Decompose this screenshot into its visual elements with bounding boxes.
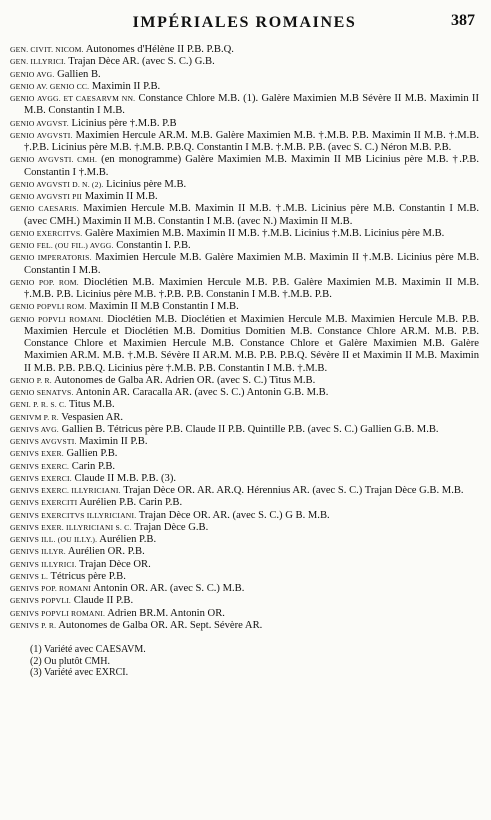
entry-text: Titus M.B. xyxy=(68,399,115,411)
footnote: (3) Variété avec EXRCI. xyxy=(30,667,129,678)
coin-legend: GENIVS EXERC. xyxy=(10,461,70,471)
coin-legend: GENIO AV. GENIO CC. xyxy=(10,81,90,91)
coin-legend: GENIO POP. ROM. xyxy=(10,277,79,287)
entry-text: Galère Maximien M.B. Maximin II M.B. †.M.B. Licinius †.M.B. Licinius père M.B. xyxy=(85,227,445,239)
coin-legend: GENIO AVGVST. xyxy=(10,118,69,128)
coin-legend: GENIVM P. R. xyxy=(10,412,59,422)
entry-text: Gallien B. Tétricus père P.B. Claude II P.B. Quintille P.B. (avec S. C.) Gallien G.B. M.B. xyxy=(61,423,439,435)
coin-legend: GENIO AVGVSTI. xyxy=(10,130,73,140)
list-item xyxy=(10,81,479,93)
coin-legend: GENIVS POPVLI ROMANI. xyxy=(10,608,106,618)
coin-legend: GENIVS EXERC. ILLYRICIANI. xyxy=(10,486,121,495)
entry-text: Autonomes d'Hélène II P.B. P.B.Q. xyxy=(85,44,234,55)
list-item xyxy=(10,69,479,81)
list-item xyxy=(10,485,479,497)
coin-legend: GENI. P. R. S. C. xyxy=(10,400,67,410)
coin-legend: GENIO AVGVSTI. CMH. xyxy=(10,155,98,165)
page-number: 387 xyxy=(451,12,475,29)
list-item xyxy=(10,534,479,546)
coin-legend: GENIO EXERCITVS. xyxy=(10,228,83,238)
coin-legend: GEN. CIVIT. NICOM. xyxy=(10,45,84,54)
entry-text: Aurélien P.B. xyxy=(99,534,157,545)
list-item xyxy=(10,620,479,632)
coin-legend: GENIO AVGVSTI PII xyxy=(10,192,83,201)
coin-legend: GENIVS AVG. xyxy=(10,424,59,434)
coin-legend: GENIVS ILLYRICI. xyxy=(10,559,77,569)
coin-legend: GENIO AVG. xyxy=(10,69,55,79)
list-item xyxy=(10,436,479,448)
footnote: (1) Variété avec CAESAVM. xyxy=(30,644,146,655)
entry-text: Antonin AR. Caracalla AR. (avec S. C.) Antonin G.B. M.B. xyxy=(75,387,329,398)
entry-text: Maximin II P.B. xyxy=(91,80,161,92)
list-item xyxy=(10,522,479,534)
entry-text: Constance Chlore M.B. (1). Galère Maximien M.B Sévère II M.B. Maximin II M.B. Constantin I M.B. xyxy=(24,93,479,117)
coin-legend: GENIVS AVGVSTI. xyxy=(10,437,77,446)
coin-legend: GENIVS EXERCI. xyxy=(10,473,72,483)
entry-text: Constantin I. P.B. xyxy=(116,240,191,251)
coin-legend: GENIO SENATVS. xyxy=(10,388,74,397)
coin-legend: GENIO FEL. (OU FIL.) AVGG. xyxy=(10,241,114,250)
entry-text: Dioclétien M.B. Maximien Hercule M.B. P.B. Galère Maximien M.B. Maximin II M.B. †.M.B. P.B. Licinius père M.B. †.P.B. P.B. Constanin I M.B. †.M.B. P.B. xyxy=(24,276,479,300)
entry-text: Licinius père †.M.B. P.B xyxy=(71,117,177,129)
list-item xyxy=(10,461,479,473)
list-item xyxy=(10,595,479,607)
coin-legend: GENIO POPVLI ROM. xyxy=(10,302,87,312)
entry-text: Autonomes de Galba OR. AR. Sept. Sévère AR. xyxy=(58,619,263,631)
coin-legend: GENIO POPVLI ROMANI. xyxy=(10,314,104,324)
list-item xyxy=(10,424,479,436)
list-item xyxy=(10,118,479,130)
coin-legend: GENIVS EXER. xyxy=(10,449,64,459)
coin-legend: GENIVS EXERCITI xyxy=(10,498,78,508)
list-item xyxy=(10,583,479,595)
coin-legend: GENIVS POP. ROMANI xyxy=(10,584,92,593)
list-item xyxy=(10,130,479,155)
list-item xyxy=(10,473,479,485)
entry-text: Maximin II M.B Constantin I M.B. xyxy=(89,301,239,313)
coin-legend: GENIVS P. R. xyxy=(10,620,57,630)
list-item xyxy=(10,448,479,460)
entry-text: Dioclétien M.B. Dioclétien et Maximien Hercule M.B. Maximien Hercule M.B. P.B. Maximien Hercule et Dioclétien M.B. Domitius Domitien M.B. Constance Chlore AR.M. M.B. P.B. Constance Chlore et Maximien Hercule M.B. Constance Chlore et Galère Maximien M.B. Galère Maximien AR.M. M.B. †.M.B. Sévère II AR.M. M.B. P.B. P.B.Q. Sévère II et Maximin II M.B. Maximin II M.B. P.B. P.B.Q. Licinius père †.M.B. P.B. Constantin I M.B. †.M.B. xyxy=(24,313,479,374)
coin-legend: GENIVS ILLYR. xyxy=(10,547,66,557)
list-item xyxy=(10,412,479,424)
running-title: IMPÉRIALES ROMAINES xyxy=(132,14,357,31)
list-item xyxy=(10,240,479,252)
entry-text: Licinius père M.B. xyxy=(106,178,187,190)
footnote: (2) Ou plutôt CMH. xyxy=(30,655,110,667)
entry-text: Maximin II M.B. xyxy=(84,191,158,202)
coin-legend: GENIVS ILL. (OU ILLY.). xyxy=(10,535,98,544)
entry-text: Claude II P.B. xyxy=(73,595,134,607)
coin-legend: GENIO P. R. xyxy=(10,375,52,385)
entry-text: Trajan Dèce OR. AR. AR.Q. Hérennius AR. (avec S. C.) Trajan Dèce G.B. M.B. xyxy=(123,485,464,496)
entry-text: Claude II M.B. P.B. (3). xyxy=(74,472,177,484)
list-item xyxy=(10,93,479,118)
list-item xyxy=(10,179,479,191)
list-item xyxy=(10,277,479,302)
entry-text: Trajan Dèce OR. xyxy=(79,558,151,570)
entry-text: Tétricus père P.B. xyxy=(50,570,126,582)
list-item xyxy=(10,387,479,399)
list-item xyxy=(10,314,479,375)
entry-text: Antonin OR. AR. (avec S. C.) M.B. xyxy=(93,583,245,594)
entry-text: Aurélien OR. P.B. xyxy=(67,546,145,558)
entry-text: (en monogramme) Galère Maximien M.B. Maximin II MB Licinius père M.B. †.P.B. Constantin I †.M.B. xyxy=(24,154,479,178)
list-item xyxy=(10,252,479,277)
entry-text: Trajan Dèce AR. (avec S. C.) G.B. xyxy=(68,56,215,68)
list-item xyxy=(10,559,479,571)
entry-text: Maximien Hercule AR.M. M.B. Galère Maximien M.B. †.M.B. P.B. Maximin II M.B. †.M.B. †.P.B. Licinius père M.B. †.M.B. P.B.Q. Constantin I M.B. †.M.B. P.B. (avec S. C.) Néron M.B. P.B. xyxy=(24,129,479,153)
list-item xyxy=(10,546,479,558)
coin-legend: GEN. ILLYRICI. xyxy=(10,57,66,67)
list-item xyxy=(10,399,479,411)
coin-legend: GENIVS EXERCITVS ILLYRICIANI. xyxy=(10,510,137,520)
list-item xyxy=(10,608,479,620)
footnotes xyxy=(10,644,479,679)
entry-text: Trajan Dèce G.B. xyxy=(133,521,209,533)
coin-legend: GENIO CAESARIS. xyxy=(10,204,79,214)
entry-text: Maximien Hercule M.B. Maximin II M.B. †.M.B. Licinius père M.B. Constantin I M.B. (avec CMH.) Maximin II M.B. Constantin I M.B. (avec N.) Maximin II M.B. xyxy=(24,203,479,227)
list-item xyxy=(10,228,479,240)
page-header xyxy=(10,8,479,38)
entry-text: Maximin II P.B. xyxy=(79,436,148,447)
coin-legend: GENIO IMPERATORIS. xyxy=(10,253,92,263)
entry-text: Carin P.B. xyxy=(71,460,116,472)
coin-legend: GENIO AVGVSTI D. N. (2). xyxy=(10,179,104,189)
coin-legend: GENIVS L. xyxy=(10,571,49,581)
list-item xyxy=(10,510,479,522)
list-item xyxy=(10,571,479,583)
list-item xyxy=(10,154,479,179)
list-item xyxy=(10,301,479,313)
coin-legend: GENIO AVGG. ET CAESARVM NN. xyxy=(10,94,136,103)
list-item xyxy=(10,497,479,509)
entry-text: Maximien Hercule M.B. Galère Maximien M.B. Maximin II †.M.B. Licinius père M.B. Constantin I M.B. xyxy=(24,252,479,276)
entry-text: Autonomes de Galba AR. Adrien OR. (avec S. C.) Titus M.B. xyxy=(53,374,316,386)
entry-text: Gallien P.B. xyxy=(66,448,118,460)
entry-text: Aurélien P.B. Carin P.B. xyxy=(79,497,183,509)
list-item xyxy=(10,56,479,68)
entry-text: Trajan Dèce OR. AR. (avec S. C.) G B. M.B. xyxy=(138,509,330,521)
entry-text: Gallien B. xyxy=(57,68,101,80)
coin-legend: GENIVS POPVLI. xyxy=(10,596,72,606)
entry-text: Vespasien AR. xyxy=(61,411,124,423)
list-item xyxy=(10,203,479,228)
list-item xyxy=(10,191,479,203)
list-item xyxy=(10,375,479,387)
list-item xyxy=(10,44,479,56)
coin-legend: GENIVS EXER. ILLYRICIANI S. C. xyxy=(10,522,132,532)
entry-text: Adrien BR.M. Antonin OR. xyxy=(107,607,225,619)
entry-list xyxy=(10,44,479,632)
